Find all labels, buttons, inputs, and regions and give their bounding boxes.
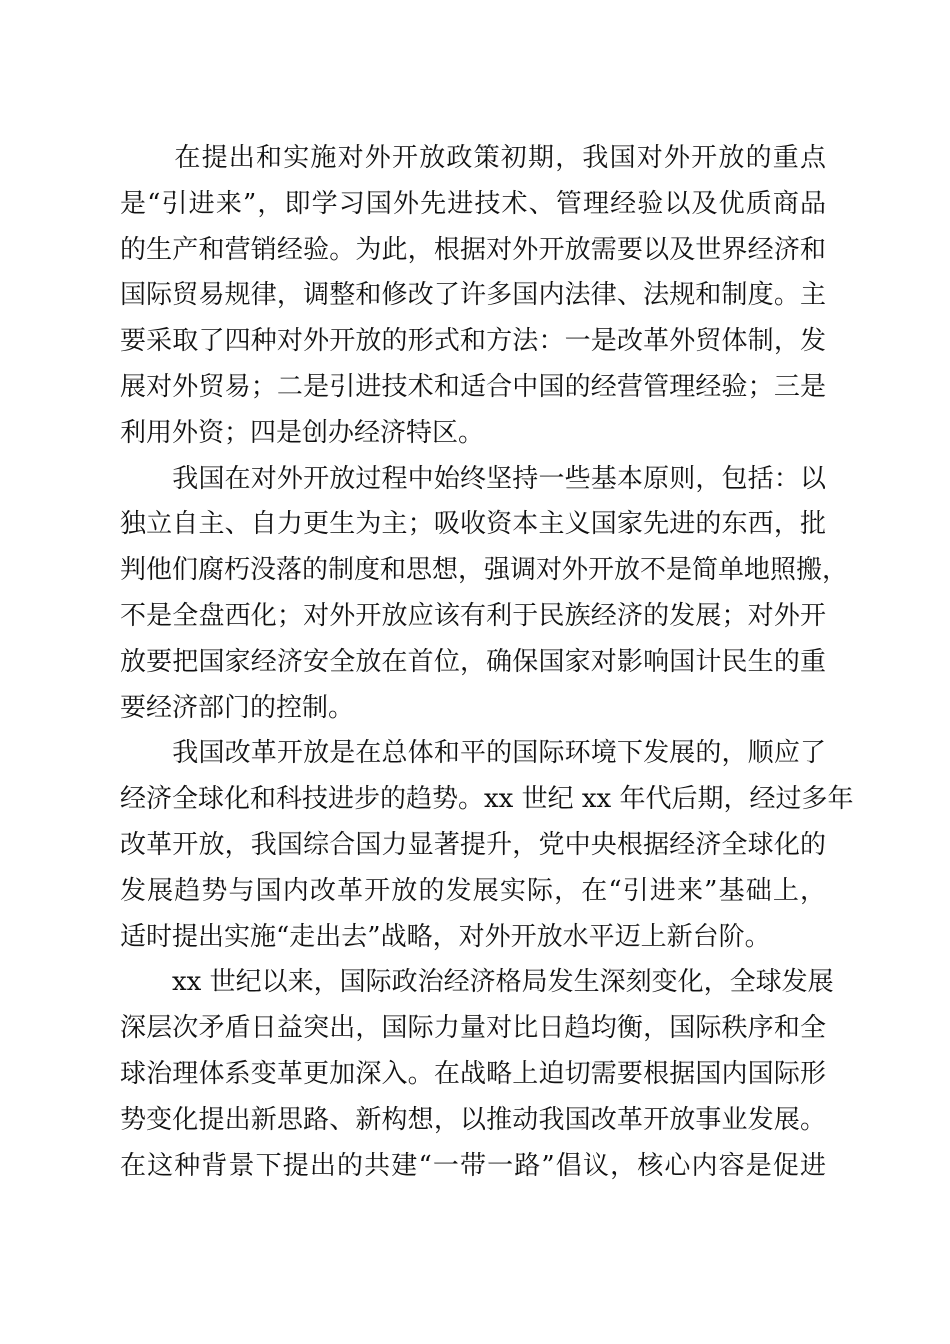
text-line: xx 世纪以来，国际政治经济格局发生深刻变化，全球发展 (120, 967, 834, 998)
text-line: 判他们腐朽没落的制度和思想，强调对外开放不是简单地照搬， (120, 555, 849, 586)
text-line: 在提出和实施对外开放政策初期，我国对外开放的重点 (120, 143, 826, 173)
text-line: 是“引进来”，即学习国外先进技术、管理经验以及优质商品 (120, 188, 826, 219)
text-line: 势变化提出新思路、新构想，以推动我国改革开放事业发展。 (120, 1104, 826, 1135)
text-line: 球治理体系变革更加深入。在战略上迫切需要根据国内国际形 (120, 1058, 826, 1089)
text-line: 的生产和营销经验。为此，根据对外开放需要以及世界经济和 (120, 234, 826, 265)
text-line: 深层次矛盾日益突出，国际力量对比日趋均衡，国际秩序和全 (120, 1013, 826, 1044)
text-line: 适时提出实施“走出去”战略，对外开放水平迈上新台阶。 (120, 921, 771, 952)
text-line: 展对外贸易；二是引进技术和适合中国的经营管理经验；三是 (120, 371, 826, 402)
text-line: 经济全球化和科技进步的趋势。xx 世纪 xx 年代后期，经过多年 (120, 784, 854, 815)
paragraph-3 (120, 731, 854, 960)
text-line: 在这种背景下提出的共建“一带一路”倡议，核心内容是促进 (120, 1150, 826, 1181)
text-line: 我国改革开放是在总体和平的国际环境下发展的，顺应了 (120, 738, 826, 769)
paragraph-1 (120, 136, 826, 457)
paragraph-4 (120, 960, 834, 1189)
text-line: 利用外资；四是创办经济特区。 (120, 417, 485, 448)
text-line: 改革开放，我国综合国力显著提升，党中央根据经济全球化的 (120, 829, 826, 860)
paragraph-2 (120, 457, 849, 732)
body-text (120, 136, 854, 1189)
text-line: 发展趋势与国内改革开放的发展实际，在“引进来”基础上， (120, 875, 826, 906)
text-line: 放要把国家经济安全放在首位，确保国家对影响国计民生的重 (120, 646, 826, 677)
text-line: 要采取了四种对外开放的形式和方法：一是改革外贸体制，发 (120, 326, 826, 357)
text-line: 独立自主、自力更生为主；吸收资本主义国家先进的东西，批 (120, 509, 826, 540)
text-line: 不是全盘西化；对外开放应该有利于民族经济的发展；对外开 (120, 600, 826, 631)
text-line: 我国在对外开放过程中始终坚持一些基本原则，包括：以 (120, 463, 826, 494)
text-line: 要经济部门的控制。 (120, 692, 355, 723)
text-line: 国际贸易规律，调整和修改了许多国内法律、法规和制度。主 (120, 280, 826, 311)
